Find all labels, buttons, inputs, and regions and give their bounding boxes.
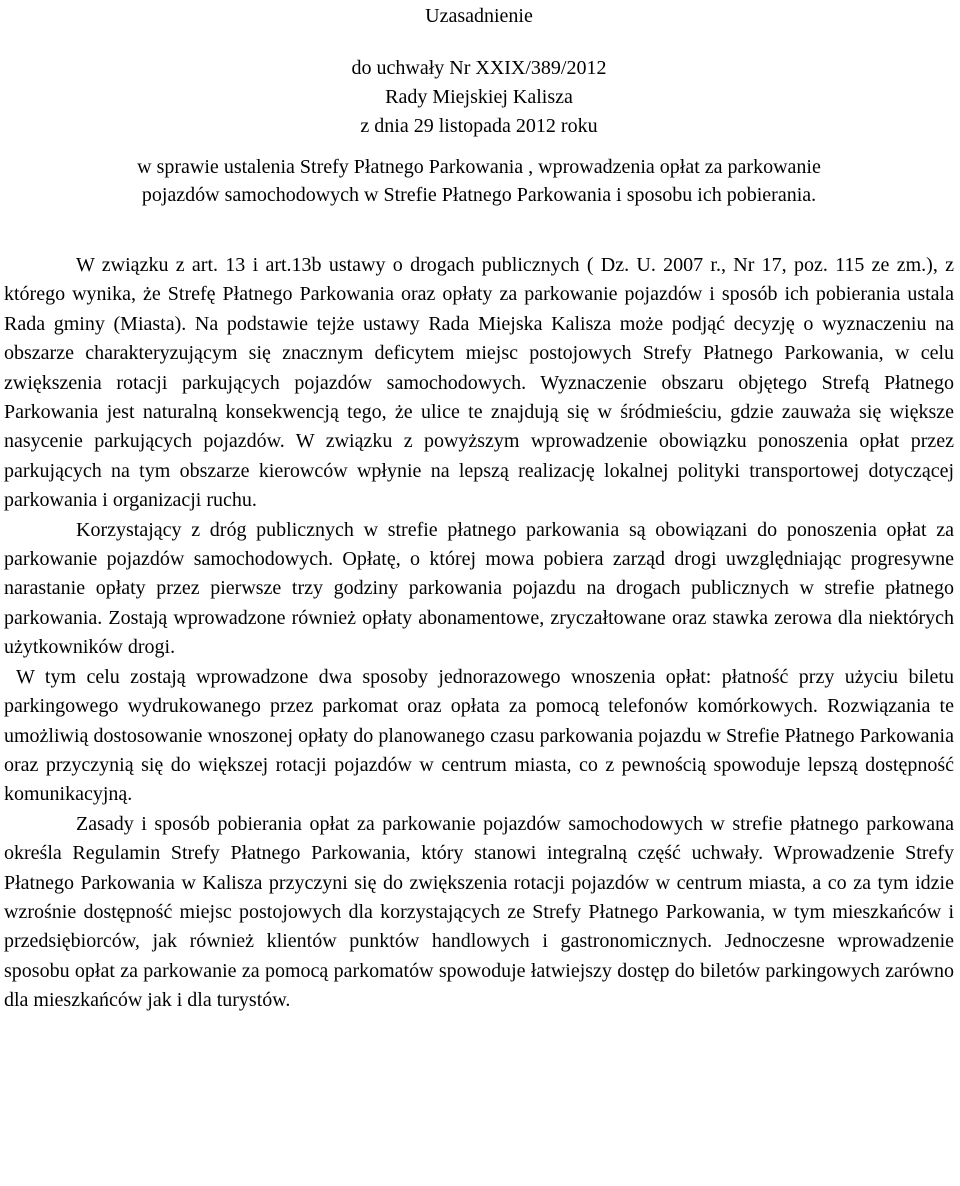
date-line: z dnia 29 listopada 2012 roku [360, 115, 598, 137]
document-page [4, 0, 954, 1016]
subject-block [4, 153, 954, 209]
council-line: Rady Miejskiej Kalisza [385, 86, 573, 108]
body-paragraph: W tym celu zostają wprowadzone dwa sposoby jednorazowego wnoszenia opłat: płatność przy użyciu biletu parkingowego wydrukowanego przez parkomat oraz opłata za pomocą telefonów komórkowych. Rozwiązania te umożliwią dostosowanie wnoszonej opłaty do planowanego czasu parkowania pojazdu w Strefie Płatnego Parkowania oraz przyczynią się do większej rotacji pojazdów w centrum miasta, co z pewnością spowoduje lepszą dostępność komunikacyjną. [4, 665, 954, 806]
body-paragraph: Zasady i sposób pobierania opłat za parkowanie pojazdów samochodowych w strefie płatnego parkowana określa Regulamin Strefy Płatnego Parkowania, który stanowi integralną część uchwały. Wprowadzenie Strefy Płatnego Parkowania w Kalisza przyczyni się do zwiększenia rotacji pojazdów w centrum miasta, a co za tym idzie wzrośnie dostępność miejsc postojowych dla korzystających ze Strefy Płatnego Parkowania, w tym mieszkańców i przedsiębiorców, jak również klientów punktów handlowych i gastronomicznych. Jednoczesne wprowadzenie sposobu opłat za parkowanie za pomocą parkomatów spowoduje łatwiejszy dostęp do biletów parkingowych zarówno dla mieszkańców jak i dla turystów. [4, 812, 954, 1012]
document-header [4, 2, 954, 141]
document-body [4, 251, 954, 1016]
body-paragraph: W związku z art. 13 i art.13b ustawy o drogach publicznych ( Dz. U. 2007 r., Nr 17, poz. 115 ze zm.), z którego wynika, że Strefę Płatnego Parkowania oraz opłaty za parkowanie pojazdów i sposób ich pobierania ustala Rada gminy (Miasta). Na podstawie tejże ustawy Rada Miejska Kalisza może podjąć decyzję o wyznaczeniu na obszarze charakteryzującym się znacznym deficytem miejsc postojowych Strefy Płatnego Parkowania, w celu zwiększenia rotacji parkujących pojazdów samochodowych. Wyznaczenie obszaru objętego Strefą Płatnego Parkowania jest naturalną konsekwencją tego, że ulice te znajdują się w śródmieściu, gdzie zauważa się większe nasycenie parkujących pojazdów. W związku z powyższym wprowadzenie obowiązku ponoszenia opłat przez parkujących na tym obszarze kierowców wpłynie na lepszą realizację lokalnej polityki transportowej dotyczącej parkowania i organizacji ruchu. [4, 254, 954, 512]
resolution-line: do uchwały Nr XXIX/389/2012 [351, 57, 607, 79]
document-title: Uzasadnienie [425, 5, 533, 27]
body-paragraph: Korzystający z dróg publicznych w strefie płatnego parkowania są obowiązani do ponoszenia opłat za parkowanie pojazdów samochodowych. Opłatę, o której mowa pobiera zarząd drogi uwzględniając progresywne narastanie opłaty przez pierwsze trzy godziny parkowania pojazdu na drogach publicznych w strefie płatnego parkowania. Zostają wprowadzone również opłaty abonamentowe, zryczałtowane oraz stawka zerowa dla niektórych użytkowników drogi. [4, 518, 954, 659]
subject-line: w sprawie ustalenia Strefy Płatnego Parkowania , wprowadzenia opłat za parkowanie [137, 156, 821, 178]
subject-line: pojazdów samochodowych w Strefie Płatnego Parkowania i sposobu ich pobierania. [141, 184, 817, 206]
header-spacer [4, 31, 954, 54]
